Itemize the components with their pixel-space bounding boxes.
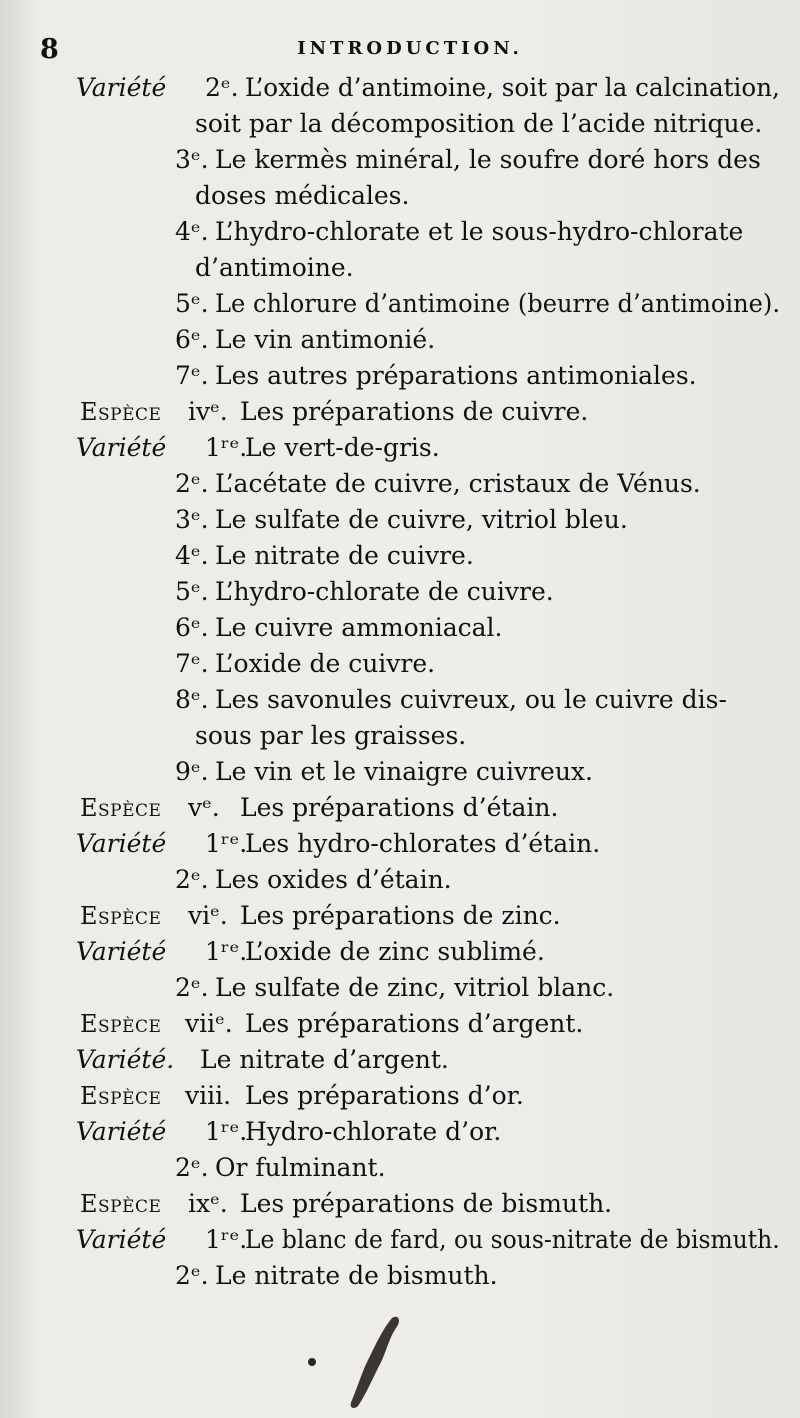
item-number: 2ᵉ. [175, 1153, 209, 1182]
item-text: d’antimoine. [195, 253, 354, 282]
list-line [0, 754, 800, 790]
espece-label: Espèce [80, 1190, 162, 1218]
page-number: 8 [40, 34, 59, 65]
item-text: Le vin et le vinaigre cuivreux. [215, 757, 593, 786]
list-line [0, 718, 800, 754]
list-line [0, 898, 800, 934]
item-number: ivᵉ. [188, 397, 228, 426]
item-text: L’acétate de cuivre, cristaux de Vénus. [215, 469, 701, 498]
item-text: Hydro-chlorate d’or. [245, 1117, 502, 1146]
item-text: L’oxide de zinc sublimé. [245, 937, 545, 966]
list-line [0, 826, 800, 862]
ink-stain-mark [300, 1310, 420, 1410]
item-text: Le nitrate de bismuth. [215, 1261, 498, 1290]
item-text: Le cuivre ammoniacal. [215, 613, 503, 642]
list-line [0, 250, 800, 286]
list-line [0, 610, 800, 646]
item-text: Le sulfate de cuivre, vitriol bleu. [215, 505, 628, 534]
list-line [0, 178, 800, 214]
item-number: viii. [185, 1081, 232, 1110]
item-text: Le vin antimonié. [215, 325, 436, 354]
item-number: 3ᵉ. [175, 505, 209, 534]
list-line [0, 322, 800, 358]
item-text: Le vert-de-gris. [245, 433, 440, 462]
item-text: L’oxide d’antimoine, soit par la calcination, [245, 73, 780, 102]
item-text: Les préparations d’étain. [240, 793, 559, 822]
item-number: 2ᵉ. [175, 973, 209, 1002]
running-head: INTRODUCTION. [297, 38, 523, 59]
list-line [0, 934, 800, 970]
item-text: Or fulminant. [215, 1153, 386, 1182]
list-line [0, 1258, 800, 1294]
list-line [0, 790, 800, 826]
item-text: Les préparations de zinc. [240, 901, 561, 930]
item-text: doses médicales. [195, 181, 410, 210]
list-line [0, 1042, 800, 1078]
item-number: 1ʳᵉ. [205, 1117, 248, 1146]
item-text: L’oxide de cuivre. [215, 649, 436, 678]
item-text: soit par la décomposition de l’acide nitrique. [195, 109, 763, 138]
item-number: 4ᵉ. [175, 217, 209, 246]
list-line [0, 214, 800, 250]
item-text: Les préparations de bismuth. [240, 1189, 613, 1218]
list-line [0, 646, 800, 682]
item-number: 9ᵉ. [175, 757, 209, 786]
variete-label: Variété [76, 433, 167, 462]
list-line [0, 574, 800, 610]
item-text: Le chlorure d’antimoine (beurre d’antimoine). [215, 289, 780, 318]
variete-label: Variété [76, 937, 167, 966]
variete-label: Variété [76, 73, 167, 102]
classification-list [0, 70, 800, 1294]
item-text: Les oxides d’étain. [215, 865, 452, 894]
item-number: 8ᵉ. [175, 685, 209, 714]
item-text: Les hydro-chlorates d’étain. [245, 829, 601, 858]
item-text: Les autres préparations antimoniales. [215, 361, 697, 390]
item-text: Les préparations d’argent. [245, 1009, 584, 1038]
item-text: sous par les graisses. [195, 721, 467, 750]
item-number: viᵉ. [188, 901, 228, 930]
item-text: Le nitrate de cuivre. [215, 541, 474, 570]
list-line [0, 1114, 800, 1150]
list-line [0, 538, 800, 574]
list-line [0, 430, 800, 466]
espece-label: Espèce [80, 1082, 162, 1110]
variete-label: Variété [76, 1225, 167, 1254]
variete-label: Variété. [76, 1045, 175, 1074]
item-number: 1ʳᵉ. [205, 937, 248, 966]
item-number: 7ᵉ. [175, 649, 209, 678]
item-number: 2ᵉ. [175, 1261, 209, 1290]
list-line [0, 358, 800, 394]
variete-label: Variété [76, 1117, 167, 1146]
item-number: 2ᵉ. [175, 469, 209, 498]
item-number: viiᵉ. [185, 1009, 233, 1038]
item-number: 5ᵉ. [175, 289, 209, 318]
item-text: L’hydro-chlorate et le sous-hydro-chlorate [215, 217, 744, 246]
espece-label: Espèce [80, 1010, 162, 1038]
item-number: ixᵉ. [188, 1189, 228, 1218]
item-number: 3ᵉ. [175, 145, 209, 174]
list-line [0, 862, 800, 898]
page-header [40, 34, 780, 64]
item-number: 6ᵉ. [175, 613, 209, 642]
item-number: 6ᵉ. [175, 325, 209, 354]
variete-label: Variété [76, 829, 167, 858]
list-line [0, 682, 800, 718]
item-number: 1ʳᵉ. [205, 1225, 248, 1254]
list-line [0, 106, 800, 142]
espece-label: Espèce [80, 794, 162, 822]
list-line [0, 286, 800, 322]
item-number: 5ᵉ. [175, 577, 209, 606]
list-line [0, 1006, 800, 1042]
item-number: 2ᵉ. [175, 865, 209, 894]
list-line [0, 1150, 800, 1186]
item-number: 1ʳᵉ. [205, 829, 248, 858]
espece-label: Espèce [80, 902, 162, 930]
list-line [0, 1186, 800, 1222]
item-text: L’hydro-chlorate de cuivre. [215, 577, 554, 606]
item-text: Le kermès minéral, le soufre doré hors des [215, 145, 761, 174]
list-line [0, 1078, 800, 1114]
item-number: 2ᵉ. [205, 73, 239, 102]
item-text: Le sulfate de zinc, vitriol blanc. [215, 973, 615, 1002]
espece-label: Espèce [80, 398, 162, 426]
item-number: 7ᵉ. [175, 361, 209, 390]
list-line [0, 502, 800, 538]
item-number: 1ʳᵉ. [205, 433, 248, 462]
item-text: Les préparations de cuivre. [240, 397, 589, 426]
list-line [0, 970, 800, 1006]
item-text: Le nitrate d’argent. [200, 1045, 449, 1074]
list-line [0, 1222, 800, 1258]
item-text: Les préparations d’or. [245, 1081, 524, 1110]
list-line [0, 142, 800, 178]
list-line [0, 394, 800, 430]
list-line [0, 70, 800, 106]
item-text: Le blanc de fard, ou sous-nitrate de bismuth. [245, 1225, 780, 1254]
list-line [0, 466, 800, 502]
item-number: vᵉ. [188, 793, 220, 822]
item-number: 4ᵉ. [175, 541, 209, 570]
item-text: Les savonules cuivreux, ou le cuivre dis- [215, 685, 727, 714]
